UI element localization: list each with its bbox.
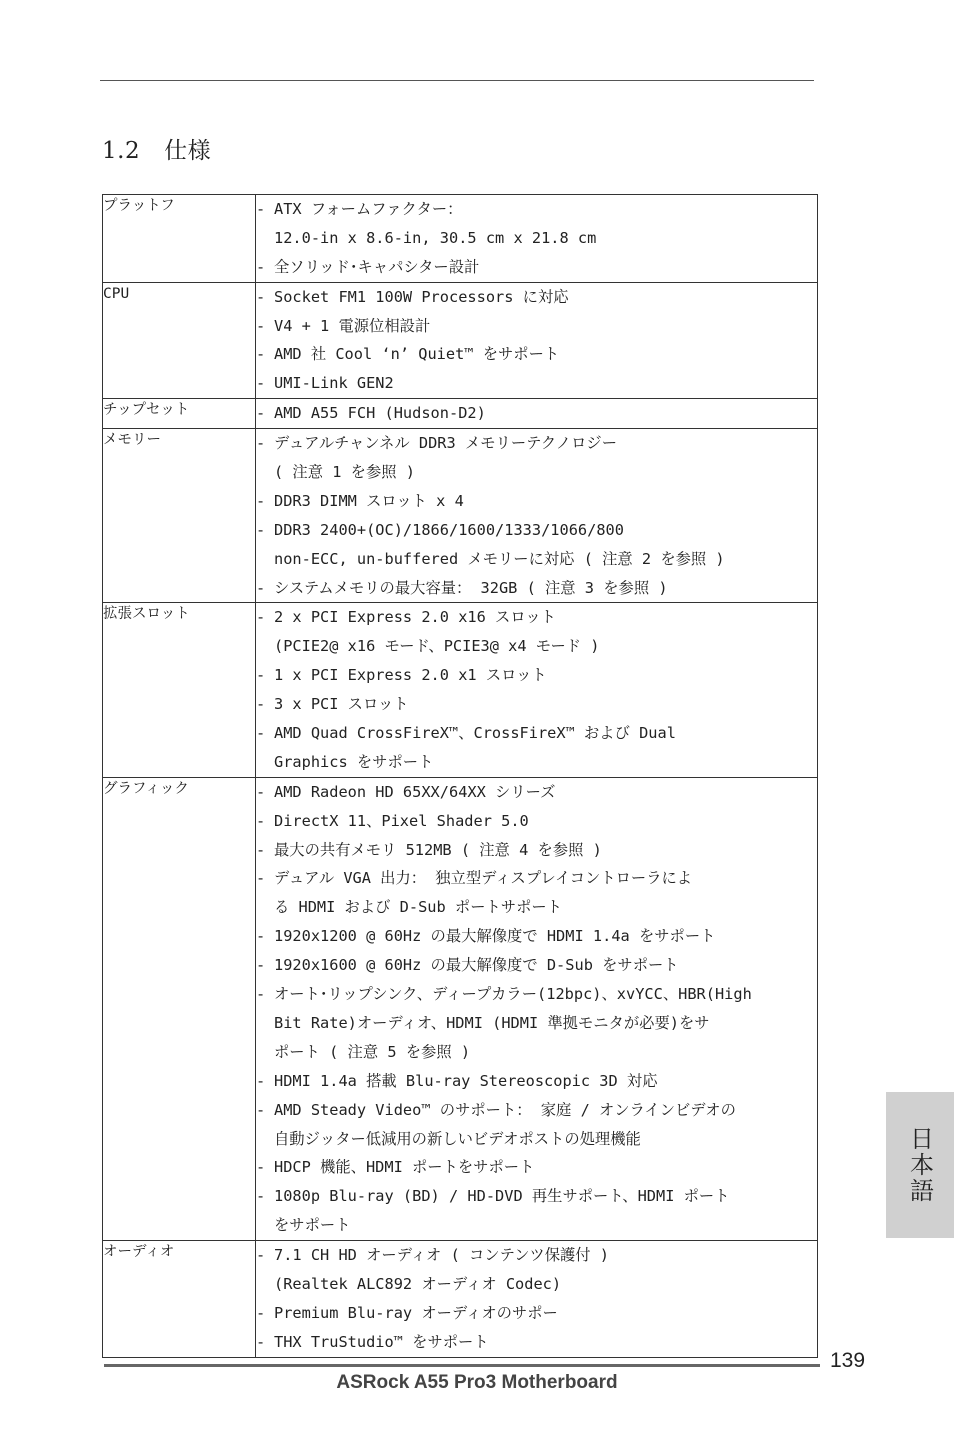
spec-line-text: 1080p Blu-ray (BD) / HD-DVD 再生サポート、HDMI ポート [274, 1187, 730, 1206]
bullet-dash: - [256, 434, 266, 453]
bullet-dash: - [256, 257, 266, 276]
bullet-dash: - [256, 1332, 266, 1351]
spec-line-text: Bit Rate)オーディオ、HDMI (HDMI 準拠モニタが必要)をサ [274, 1013, 710, 1032]
spec-table [102, 194, 818, 1358]
spec-row [103, 1241, 818, 1358]
spec-line [256, 516, 817, 545]
bullet-dash: - [256, 345, 266, 364]
spec-line [256, 1038, 817, 1067]
spec-row [103, 603, 818, 777]
bullet-dash: - [256, 869, 266, 888]
top-rule [100, 80, 814, 81]
spec-line [256, 778, 817, 807]
spec-value [256, 195, 818, 283]
spec-line [256, 1125, 817, 1154]
bullet-dash [256, 1125, 274, 1154]
spec-line [256, 458, 817, 487]
bullet-dash: - [256, 1303, 266, 1322]
spec-row [103, 399, 818, 429]
bullet-dash: - [256, 811, 266, 830]
spec-line [256, 369, 817, 398]
spec-line-text: Graphics をサポート [274, 752, 434, 771]
bullet-dash: - [256, 985, 266, 1004]
bullet-dash: - [256, 520, 266, 539]
spec-line [256, 253, 817, 282]
footer-title: ASRock A55 Pro3 Motherboard [336, 1372, 618, 1393]
spec-line [256, 487, 817, 516]
bullet-dash [256, 1270, 274, 1299]
bottom-rule [104, 1364, 820, 1367]
spec-line [256, 399, 817, 428]
spec-line [256, 1211, 817, 1240]
spec-row [103, 282, 818, 399]
bullet-dash: - [256, 666, 266, 685]
bullet-dash: - [256, 782, 266, 801]
bullet-dash: - [256, 200, 266, 218]
bullet-dash [256, 632, 274, 661]
bullet-dash: - [256, 374, 266, 393]
spec-row [103, 429, 818, 603]
spec-line-text: V4 + 1 電源位相設計 [274, 316, 431, 335]
spec-line [256, 195, 817, 224]
spec-line [256, 574, 817, 603]
spec-line-text: HDMI 1.4a 搭載 Blu-ray Stereoscopic 3D 対応 [274, 1071, 658, 1090]
section-heading: 仕様 [164, 138, 212, 164]
spec-line [256, 224, 817, 253]
bullet-dash: - [256, 724, 266, 743]
spec-line-text: AMD Quad CrossFireX™、CrossFireX™ および Dual [274, 724, 676, 743]
spec-line [256, 836, 817, 865]
spec-line-text: UMI-Link GEN2 [274, 374, 394, 393]
bullet-dash: - [256, 287, 266, 306]
spec-line-text: 1920x1200 @ 60Hz の最大解像度で HDMI 1.4a をサポート [274, 927, 716, 946]
spec-value [256, 399, 818, 429]
spec-line-text: 最大の共有メモリ 512MB ( 注意 4 を参照 ) [274, 840, 602, 859]
spec-line-text: AMD Radeon HD 65XX/64XX シリーズ [274, 782, 556, 801]
spec-line [256, 312, 817, 341]
bullet-dash [256, 1211, 274, 1240]
spec-line-text: 自動ジッター低減用の新しいビデオポストの処理機能 [274, 1129, 641, 1148]
bullet-dash: - [256, 578, 266, 597]
spec-line-text: システムメモリの最大容量： 32GB ( 注意 3 を参照 ) [274, 578, 668, 597]
spec-line-text: 1 x PCI Express 2.0 x1 スロット [274, 666, 547, 685]
spec-label: CPU [103, 282, 256, 399]
spec-line [256, 980, 817, 1009]
spec-line [256, 1067, 817, 1096]
spec-line [256, 1241, 817, 1270]
spec-line-text: DDR3 DIMM スロット x 4 [274, 491, 464, 510]
spec-line-text: デュアルチャンネル DDR3 メモリーテクノロジー [274, 434, 617, 453]
bullet-dash: - [256, 404, 266, 423]
spec-line [256, 1096, 817, 1125]
bullet-dash: - [256, 608, 266, 627]
spec-line [256, 864, 817, 893]
spec-value [256, 429, 818, 603]
bullet-dash [256, 748, 274, 777]
language-tab-label: 日本語 [905, 1126, 934, 1204]
spec-line [256, 632, 817, 661]
spec-line-text: DDR3 2400+(OC)/1866/1600/1333/1066/800 [274, 520, 624, 539]
spec-line-text: HDCP 機能、HDMI ポートをサポート [274, 1158, 535, 1177]
spec-line-text: をサポート [274, 1216, 351, 1235]
bullet-dash: - [256, 1246, 266, 1265]
bullet-dash [256, 1009, 274, 1038]
spec-line-text: ATX フォームファクター： [274, 200, 463, 218]
spec-line-text: 7.1 CH HD オーディオ ( コンテンツ保護付 ) [274, 1246, 610, 1265]
bullet-dash: - [256, 316, 266, 335]
bullet-dash: - [256, 840, 266, 859]
spec-label: チップセット [103, 399, 256, 429]
bullet-dash: - [256, 1071, 266, 1090]
bullet-dash [256, 893, 274, 922]
spec-line-text: る HDMI および D-Sub ポートサポート [274, 898, 562, 917]
spec-label: オーディオ [103, 1241, 256, 1358]
spec-label: プラットフ [103, 195, 256, 283]
spec-line [256, 951, 817, 980]
bullet-dash [256, 1038, 274, 1067]
spec-line-text: Socket FM1 100W Processors に対応 [274, 287, 569, 306]
spec-line [256, 1153, 817, 1182]
spec-line [256, 603, 817, 632]
spec-line-text: 2 x PCI Express 2.0 x16 スロット [274, 608, 556, 627]
spec-line-text: 1920x1600 @ 60Hz の最大解像度で D-Sub をサポート [274, 956, 679, 975]
page-number: 139 [830, 1349, 866, 1372]
spec-line [256, 922, 817, 951]
spec-line-text: デュアル VGA 出力： 独立型ディスプレイコントローラによ [274, 869, 693, 888]
spec-line [256, 893, 817, 922]
bullet-dash: - [256, 1187, 266, 1206]
bullet-dash: - [256, 491, 266, 510]
spec-line [256, 429, 817, 458]
spec-line [256, 1328, 817, 1357]
language-tab [886, 1092, 954, 1238]
spec-line-text: ポート ( 注意 5 を参照 ) [274, 1042, 471, 1061]
spec-line [256, 748, 817, 777]
spec-line [256, 807, 817, 836]
spec-line [256, 1299, 817, 1328]
spec-row [103, 777, 818, 1240]
spec-line-text: DirectX 11、Pixel Shader 5.0 [274, 811, 529, 830]
spec-value [256, 777, 818, 1240]
bullet-dash: - [256, 927, 266, 946]
section-title [102, 132, 211, 165]
spec-line [256, 1270, 817, 1299]
spec-line-text: THX TruStudio™ をサポート [274, 1332, 489, 1351]
spec-label: グラフィック [103, 777, 256, 1240]
spec-line [256, 690, 817, 719]
spec-line-text: AMD 社 Cool ‘n’ Quiet™ をサポート [274, 345, 560, 364]
spec-line [256, 545, 817, 574]
spec-line [256, 1009, 817, 1038]
spec-line-text: ( 注意 1 を参照 ) [274, 463, 415, 482]
spec-line [256, 1182, 817, 1211]
bullet-dash [256, 545, 274, 574]
spec-line-text: Premium Blu-ray オーディオのサポー [274, 1303, 558, 1322]
spec-line-text: 3 x PCI スロット [274, 695, 409, 714]
spec-value [256, 282, 818, 399]
spec-line-text: 全ソリッド･キャパシター設計 [274, 257, 480, 276]
bullet-dash: - [256, 1100, 266, 1119]
spec-value [256, 1241, 818, 1358]
spec-row [103, 195, 818, 283]
spec-line [256, 719, 817, 748]
spec-line [256, 661, 817, 690]
spec-label: メモリー [103, 429, 256, 603]
section-number: 1.2 [102, 138, 141, 164]
spec-line-text: non-ECC, un-buffered メモリーに対応 ( 注意 2 を参照 ) [274, 549, 725, 568]
spec-label: 拡張スロット [103, 603, 256, 777]
spec-value [256, 603, 818, 777]
spec-line-text: (PCIE2@ x16 モード、PCIE3@ x4 モード ) [274, 637, 600, 656]
spec-line-text: AMD Steady Video™ のサポート： 家庭 / オンラインビデオの [274, 1100, 736, 1119]
spec-line [256, 340, 817, 369]
bullet-dash: - [256, 1158, 266, 1177]
spec-line-text: 12.0-in x 8.6-in, 30.5 cm x 21.8 cm [274, 228, 597, 247]
bullet-dash: - [256, 695, 266, 714]
bullet-dash [256, 224, 274, 253]
spec-line-text: AMD A55 FCH (Hudson-D2) [274, 404, 486, 423]
spec-line-text: オート･リップシンク、ディープカラー(12bpc)、xvYCC、HBR(High [274, 985, 752, 1004]
spec-line [256, 283, 817, 312]
spec-line-text: (Realtek ALC892 オーディオ Codec) [274, 1274, 562, 1293]
bullet-dash [256, 458, 274, 487]
bullet-dash: - [256, 956, 266, 975]
